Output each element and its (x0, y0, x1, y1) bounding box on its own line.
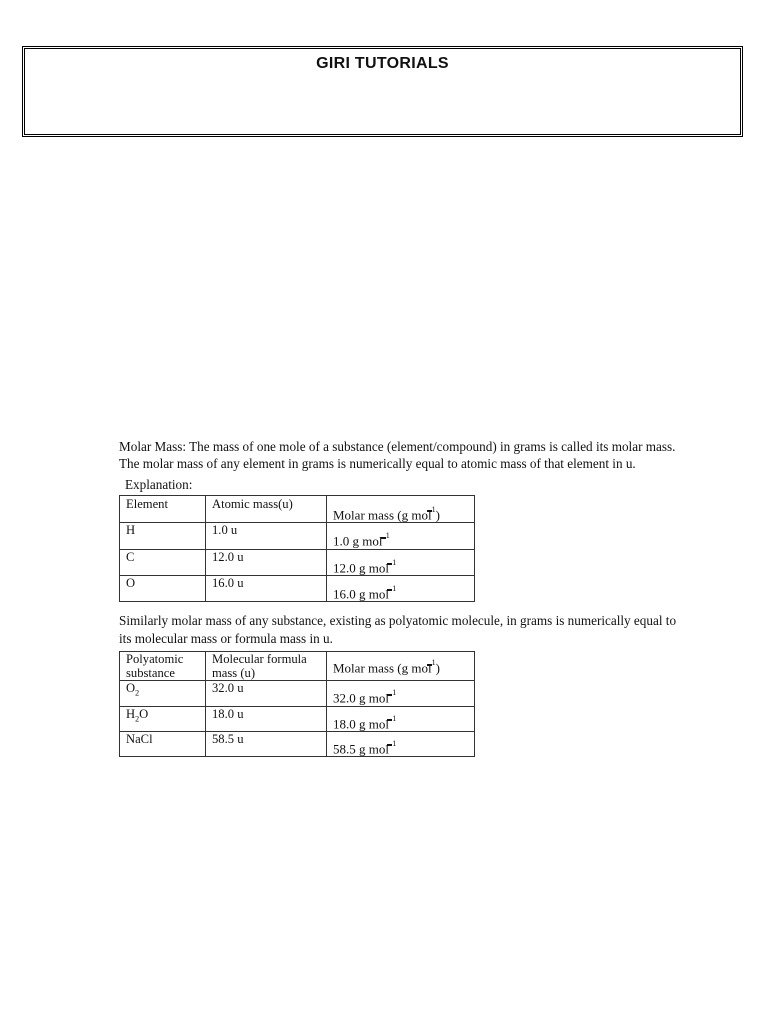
cell-molar-mass: 12.0 g mol $^1$ (327, 549, 475, 575)
cell-molar-mass: 16.0 g mol $^1$ (327, 575, 475, 601)
polyatomic-statement-line2: its molecular mass or formula mass in u. (119, 631, 333, 647)
table-row (120, 731, 475, 756)
header-element: Element (120, 496, 206, 523)
molar-mass-definition: Molar Mass: The mass of one mole of a substance (element/compound) in grams is called its molar mass. (119, 439, 676, 454)
table-header-row (120, 652, 475, 681)
header-polyatomic-substance: Polyatomic substance (120, 652, 206, 681)
cell-substance: $H_2O$ (120, 706, 206, 731)
cell-atomic-mass: 1.0 u (206, 523, 327, 549)
table-row (120, 681, 475, 706)
table-row (120, 523, 475, 549)
header-molar-mass: Molar mass (g mol$^1$) (327, 652, 475, 681)
table-row (120, 575, 475, 601)
cell-formula-mass: 58.5 u (206, 731, 327, 756)
header-box (24, 48, 741, 135)
table-row (120, 706, 475, 731)
header-molecular-formula-mass: Molecular formula mass (u) (206, 652, 327, 681)
header-atomic-mass: Atomic mass(u) (206, 496, 327, 523)
cell-element: H (120, 523, 206, 549)
cell-atomic-mass: 12.0 u (206, 549, 327, 575)
cell-atomic-mass: 16.0 u (206, 575, 327, 601)
cell-formula-mass: 18.0 u (206, 706, 327, 731)
polyatomic-statement-line1: Similarly molar mass of any substance, existing as polyatomic molecule, in grams is numerically equal to (119, 613, 677, 629)
polyatomic-molar-mass-table (119, 651, 475, 757)
cell-molar-mass: 18.0 g mol $^1$ (327, 706, 475, 731)
page-title: GIRI TUTORIALS (316, 55, 449, 72)
header-molar-mass: Molar mass (g mol$^1$) (327, 496, 475, 523)
molar-mass-element-statement: The molar mass of any element in grams is numerically equal to atomic mass of that element in u. (119, 456, 636, 471)
table-row (120, 549, 475, 575)
table-header-row (120, 496, 475, 523)
cell-substance: NaCl (120, 731, 206, 756)
cell-molar-mass: 1.0 g mol $^1$ (327, 523, 475, 549)
cell-molar-mass: 32.0 g mol $^1$ (327, 681, 475, 706)
cell-element: C (120, 549, 206, 575)
element-molar-mass-table (119, 495, 475, 602)
explanation-label: Explanation: (125, 477, 193, 492)
cell-substance: $O_2$ (120, 681, 206, 706)
cell-element: O (120, 575, 206, 601)
document-content (119, 438, 719, 757)
cell-formula-mass: 32.0 u (206, 681, 327, 706)
cell-molar-mass: 58.5 g mol $^1$ (327, 731, 475, 756)
